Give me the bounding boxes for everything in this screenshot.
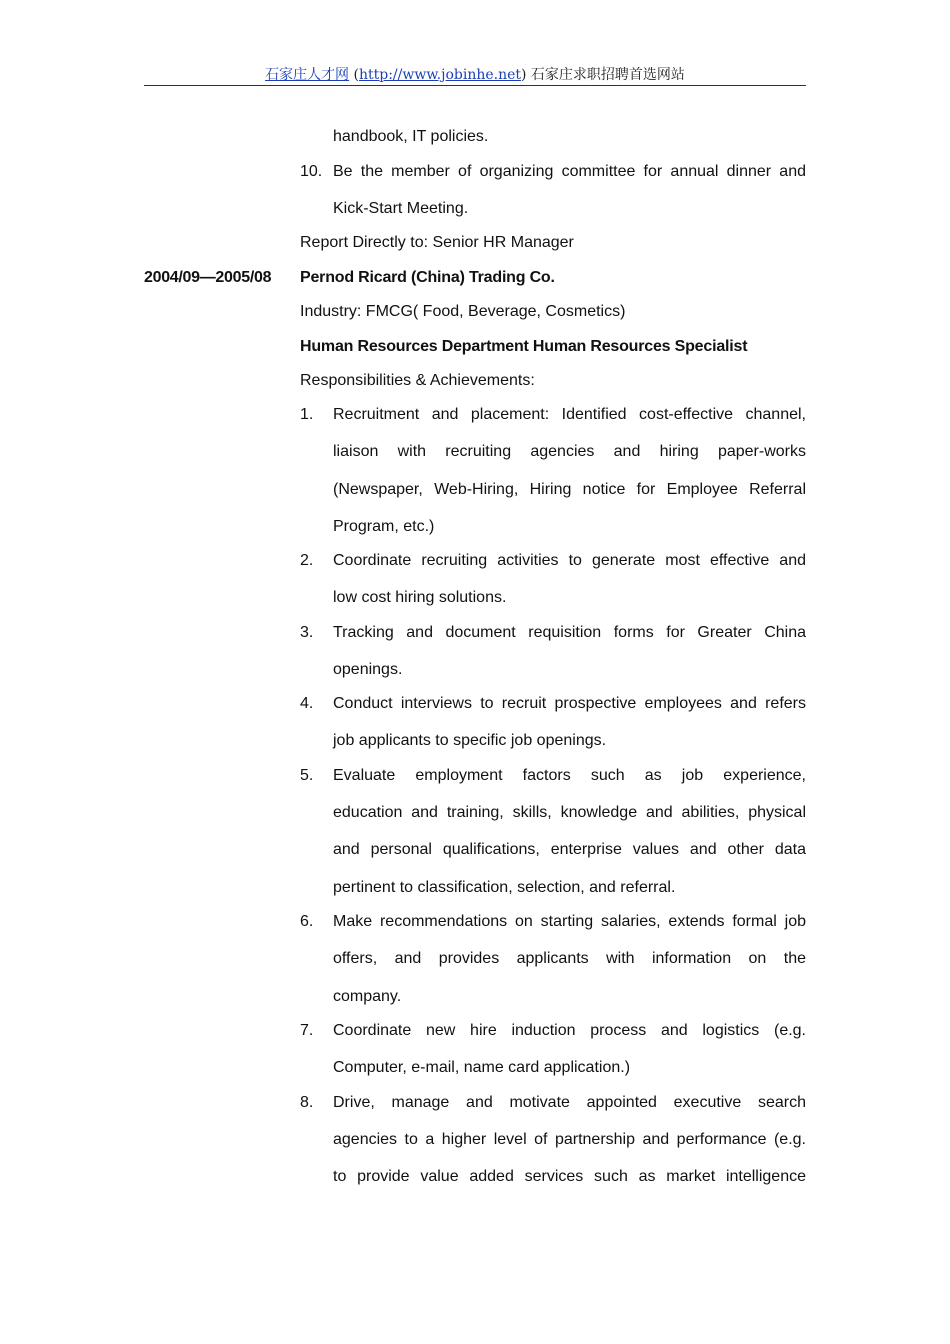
site-name-link[interactable]: 石家庄人才网 (265, 67, 350, 83)
item-1-line: (Newspaper, Web-Hiring, Hiring notice for Employee Referral (333, 481, 806, 498)
item-5-line: and personal qualifications, enterprise values and other data (333, 841, 806, 858)
job-dates: 2004/09—2005/08 (144, 269, 272, 286)
item-5-number: 5. (300, 767, 314, 784)
item-1-number: 1. (300, 406, 314, 423)
continued-text: handbook, IT policies. (333, 128, 489, 145)
item-3-line: Tracking and document requisition forms for Greater China (333, 624, 806, 641)
item-8-number: 8. (300, 1094, 314, 1111)
item-6-line: offers, and provides applicants with information on the (333, 950, 806, 967)
item-3-line: openings. (333, 661, 403, 678)
header-paren: ( (349, 67, 359, 83)
item-5-line: pertinent to classification, selection, and referral. (333, 879, 676, 896)
header-divider (144, 85, 806, 86)
industry: Industry: FMCG( Food, Beverage, Cosmetics) (300, 303, 626, 320)
job-title: Human Resources Department Human Resources Specialist (300, 338, 748, 355)
item-4-number: 4. (300, 695, 314, 712)
item-5-line: education and training, skills, knowledge and abilities, physical (333, 804, 806, 821)
report-to: Report Directly to: Senior HR Manager (300, 234, 574, 251)
item-1-line: Recruitment and placement: Identified cost-effective channel, (333, 406, 806, 423)
item-5-line: Evaluate employment factors such as job experience, (333, 767, 806, 784)
page-header (144, 64, 806, 84)
item-7-number: 7. (300, 1022, 314, 1039)
responsibilities-heading: Responsibilities & Achievements: (300, 372, 535, 389)
item-4-line: Conduct interviews to recruit prospective employees and refers (333, 695, 806, 712)
item-7-line: Coordinate new hire induction process and logistics (e.g. (333, 1022, 806, 1039)
item-1-line: liaison with recruiting agencies and hiring paper-works (333, 443, 806, 460)
item-10-number: 10. (300, 163, 323, 180)
item-6-line: company. (333, 988, 402, 1005)
site-url-link[interactable]: http://www.jobinhe.net (358, 67, 522, 83)
item-1-line: Program, etc.) (333, 518, 435, 535)
item-6-line: Make recommendations on starting salaries, extends formal job (333, 913, 806, 930)
item-2-number: 2. (300, 552, 314, 569)
header-tagline: ) 石家庄求职招聘首选网站 (521, 67, 685, 83)
item-4-line: job applicants to specific job openings. (333, 732, 607, 749)
item-3-number: 3. (300, 624, 314, 641)
item-2-line: Coordinate recruiting activities to generate most effective and (333, 552, 806, 569)
company-name: Pernod Ricard (China) Trading Co. (300, 269, 555, 286)
item-8-line: agencies to a higher level of partnership and performance (e.g. (333, 1131, 806, 1148)
item-2-line: low cost hiring solutions. (333, 589, 507, 606)
item-10-line: Be the member of organizing committee for annual dinner and (333, 163, 806, 180)
item-8-line: Drive, manage and motivate appointed executive search (333, 1094, 806, 1111)
item-8-line: to provide value added services such as market intelligence (333, 1168, 806, 1185)
item-10-line: Kick-Start Meeting. (333, 200, 469, 217)
item-7-line: Computer, e-mail, name card application.) (333, 1059, 631, 1076)
item-6-number: 6. (300, 913, 314, 930)
